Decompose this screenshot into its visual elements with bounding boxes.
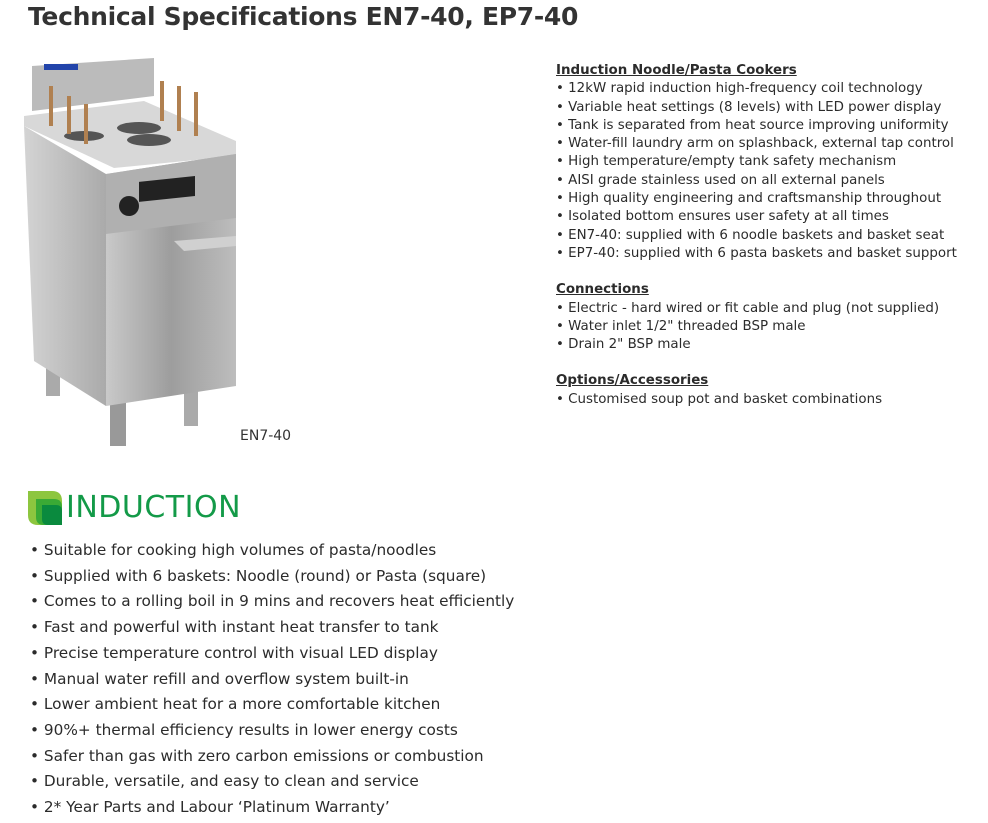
list-item: • Water inlet 1/2" threaded BSP male xyxy=(556,318,976,336)
list-item: • Electric - hard wired or fit cable and plug (not supplied) xyxy=(556,300,976,318)
spec-list-cookers xyxy=(556,80,976,263)
feature-list xyxy=(30,538,514,821)
list-item: • Tank is separated from heat source improving uniformity xyxy=(556,117,976,135)
list-item: • 2* Year Parts and Labour ‘Platinum Warranty’ xyxy=(30,795,514,821)
list-item: • EN7-40: supplied with 6 noodle baskets and basket seat xyxy=(556,227,976,245)
induction-label: INDUCTION xyxy=(66,490,242,525)
list-item: • High temperature/empty tank safety mechanism xyxy=(556,153,976,171)
leaf-icon xyxy=(28,491,62,525)
list-item: • Lower ambient heat for a more comfortable kitchen xyxy=(30,692,514,718)
specifications xyxy=(556,62,976,427)
list-item: • Water-fill laundry arm on splashback, external tap control xyxy=(556,135,976,153)
list-item: • High quality engineering and craftsmanship throughout xyxy=(556,190,976,208)
page-title: Technical Specifications EN7-40, EP7-40 xyxy=(28,2,579,31)
list-item: • Fast and powerful with instant heat transfer to tank xyxy=(30,615,514,641)
product-caption: EN7-40 xyxy=(240,428,292,444)
spec-list-connections xyxy=(556,300,976,355)
spec-list-options xyxy=(556,391,976,409)
list-item: • EP7-40: supplied with 6 pasta baskets and basket support xyxy=(556,245,976,263)
list-item: • Manual water refill and overflow system built-in xyxy=(30,667,514,693)
list-item: • Comes to a rolling boil in 9 mins and recovers heat efficiently xyxy=(30,589,514,615)
list-item: • 12kW rapid induction high-frequency coil technology xyxy=(556,80,976,98)
list-item: • Safer than gas with zero carbon emissions or combustion xyxy=(30,744,514,770)
list-item: • Customised soup pot and basket combinations xyxy=(556,391,976,409)
induction-brand xyxy=(28,490,241,525)
list-item: • Durable, versatile, and easy to clean and service xyxy=(30,769,514,795)
list-item: • Drain 2" BSP male xyxy=(556,336,976,354)
list-item: • Supplied with 6 baskets: Noodle (round) or Pasta (square) xyxy=(30,564,514,590)
spec-heading: Options/Accessories xyxy=(556,373,709,389)
list-item: • Isolated bottom ensures user safety at all times xyxy=(556,208,976,226)
list-item: • Precise temperature control with visual LED display xyxy=(30,641,514,667)
list-item: • AISI grade stainless used on all external panels xyxy=(556,172,976,190)
list-item: • Variable heat settings (8 levels) with LED power display xyxy=(556,99,976,117)
spec-heading: Connections xyxy=(556,282,649,298)
list-item: • Suitable for cooking high volumes of pasta/noodles xyxy=(30,538,514,564)
list-item: • 90%+ thermal efficiency results in lower energy costs xyxy=(30,718,514,744)
spec-heading: Induction Noodle/Pasta Cookers xyxy=(556,63,797,78)
product-image xyxy=(24,56,244,448)
